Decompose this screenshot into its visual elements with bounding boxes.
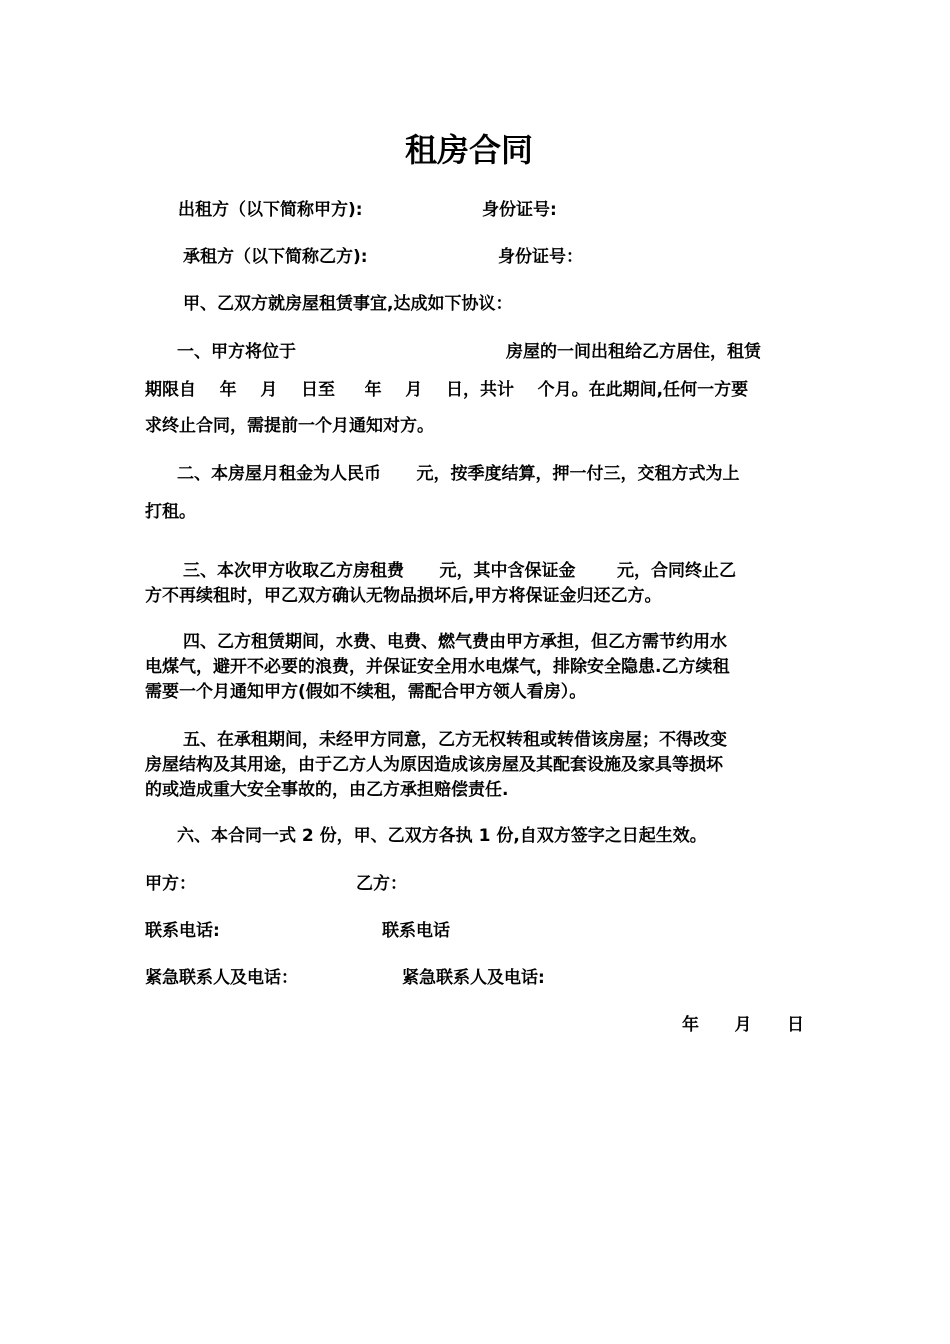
clause-3-line-2: 方不再续租时，甲乙双方确认无物品损坏后,甲方将保证金归还乙方。 (145, 586, 662, 606)
party-b-emergency-label: 紧急联系人及电话: (402, 968, 545, 988)
clause-1-line-2: 期限自 年 月 日至 年 月 日，共计 个月。在此期间,任何一方要 (145, 380, 749, 400)
signing-date: 年 月 日 (682, 1015, 805, 1035)
party-a-phone-label: 联系电话: (145, 921, 220, 941)
party-a-emergency-label: 紧急联系人及电话： (145, 968, 298, 988)
clause-6: 六、本合同一式 2 份，甲、乙双方各执 1 份,自双方签字之日起生效。 (177, 826, 707, 846)
clause-5-line-1: 五、在承租期间，未经甲方同意，乙方无权转租或转借该房屋；不得改变 (183, 730, 727, 750)
clause-2-line-2: 打租。 (145, 502, 196, 522)
clause-1-line-1-suffix: 房屋的一间出租给乙方居住，租赁 (506, 342, 761, 362)
lessor-label: 出租方（以下简称甲方): (178, 200, 363, 220)
document-title: 租房合同 (405, 131, 534, 169)
party-a-signature-label: 甲方： (145, 874, 196, 894)
clause-5-line-2: 房屋结构及其用途，由于乙方人为原因造成该房屋及其配套设施及家具等损坏 (145, 755, 723, 775)
agreement-intro: 甲、乙双方就房屋租赁事宜,达成如下协议： (183, 294, 513, 314)
clause-2-line-1: 二、本房屋月租金为人民币 元，按季度结算，押一付三，交租方式为上 (177, 464, 740, 484)
clause-4-line-2: 电煤气，避开不必要的浪费，并保证安全用水电煤气，排除安全隐患.乙方续租 (145, 657, 730, 677)
clause-1-line-3: 求终止合同，需提前一个月通知对方。 (145, 416, 434, 436)
clause-3-line-1: 三、本次甲方收取乙方房租费 元，其中含保证金 元，合同终止乙 (183, 561, 736, 581)
party-b-signature-label: 乙方： (356, 874, 407, 894)
lessee-id-label: 身份证号： (498, 247, 583, 267)
lessor-id-label: 身份证号: (482, 200, 557, 220)
lessee-label: 承租方（以下简称乙方): (183, 247, 368, 267)
clause-4-line-3: 需要一个月通知甲方(假如不续租，需配合甲方领人看房）。 (145, 682, 587, 702)
clause-5-line-3: 的或造成重大安全事故的，由乙方承担赔偿责任. (145, 780, 509, 800)
party-b-phone-label: 联系电话 (382, 921, 450, 941)
clause-1-line-1-prefix: 一、甲方将位于 (177, 342, 296, 362)
clause-4-line-1: 四、乙方租赁期间，水费、电费、燃气费由甲方承担，但乙方需节约用水 (183, 632, 727, 652)
